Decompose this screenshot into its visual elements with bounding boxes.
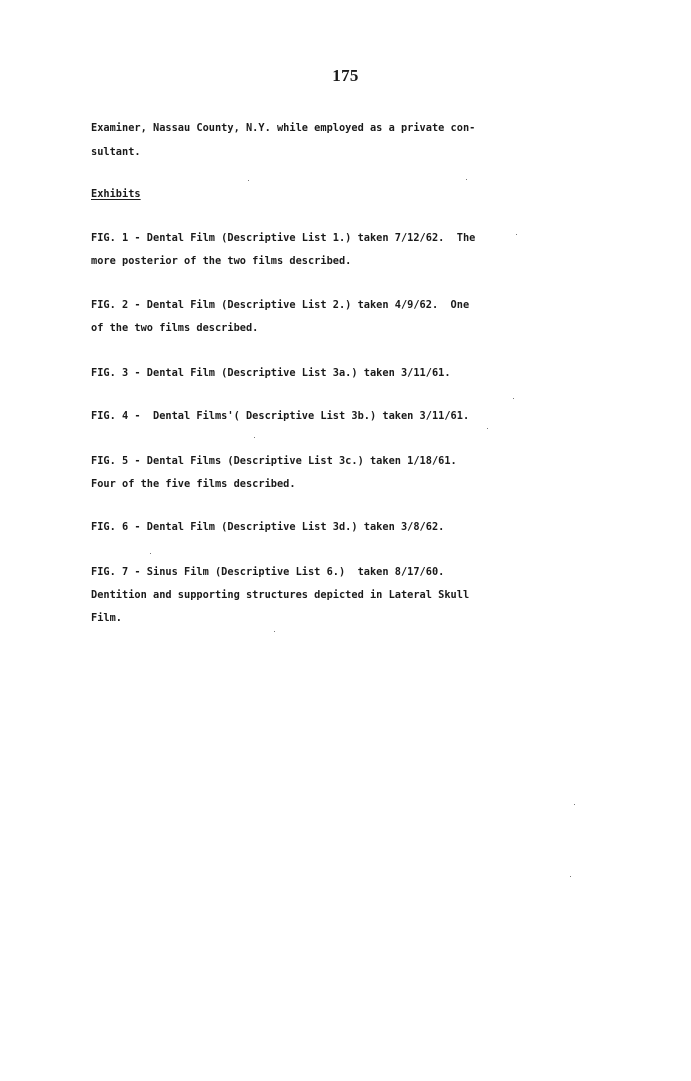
intro-line-2: sultant. [91,146,141,158]
scan-speck [516,234,517,235]
fig7-line-1: FIG. 7 - Sinus Film (Descriptive List 6.) taken 8/17/60. [91,566,445,578]
page-number: 175 [332,66,359,85]
fig5-line-1: FIG. 5 - Dental Films (Descriptive List 3c.) taken 1/18/61. [91,455,457,467]
scan-speck [150,553,151,554]
scan-speck [274,631,275,632]
fig2-line-1: FIG. 2 - Dental Film (Descriptive List 2.) taken 4/9/62. One [91,299,470,311]
fig7-line-3: Film. [91,612,122,624]
intro-line-1: Examiner, Nassau County, N.Y. while employed as a private con- [91,122,476,134]
fig7-line-2: Dentition and supporting structures depicted in Lateral Skull [91,589,470,601]
scan-speck [248,180,249,181]
scan-speck [466,179,467,180]
fig1-line-2: more posterior of the two films described. [91,255,352,267]
scan-speck [254,437,255,438]
fig2-line-2: of the two films described. [91,322,259,334]
exhibits-heading: Exhibits [91,188,141,200]
scan-speck [513,398,514,399]
scan-speck [487,428,488,429]
fig5-line-2: Four of the five films described. [91,478,296,490]
fig4-line-1: FIG. 4 - Dental Films'( Descriptive List 3b.) taken 3/11/61. [91,410,470,422]
fig1-line-1: FIG. 1 - Dental Film (Descriptive List 1.) taken 7/12/62. The [91,232,476,244]
fig6-line-1: FIG. 6 - Dental Film (Descriptive List 3d.) taken 3/8/62. [91,521,445,533]
fig3-line-1: FIG. 3 - Dental Film (Descriptive List 3a.) taken 3/11/61. [91,367,451,379]
scan-speck [574,804,575,805]
scan-speck [570,876,571,877]
